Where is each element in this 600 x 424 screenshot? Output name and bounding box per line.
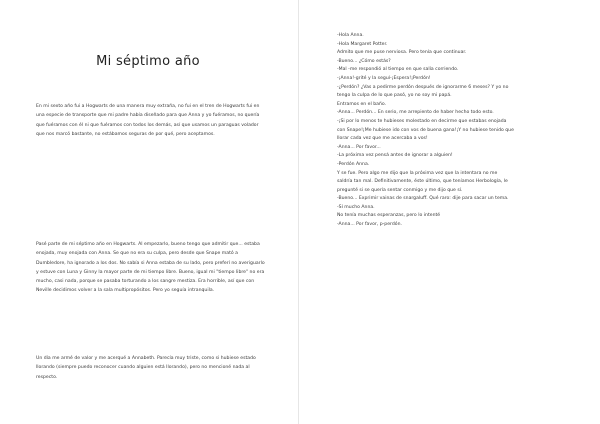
dialogue-line: con Snape!¡Me hubiese ido con vos de buena gana!¡Y no hubiese tenido que xyxy=(337,127,514,133)
dialogue-line: -Bueno... ¿Cómo estás? xyxy=(337,58,391,64)
dialogue-line: Entramos en el baño. xyxy=(337,101,387,107)
dialogue-line: -Hola Margaret Potter. xyxy=(337,41,388,47)
dialogue-line: saldría tan mal. Definitivamente, éste último, que teníamos Herbología, le xyxy=(337,179,508,185)
dialogue-line: tengo la culpa de lo que pasó, yo no soy mi papá. xyxy=(337,93,452,99)
page-divider xyxy=(298,0,299,424)
dialogue-line: -Sí mucho Anna. xyxy=(337,204,375,210)
dialogue-line: -¡Anna!-grité y la seguí-¡Espera!¡Perdón! xyxy=(337,75,431,81)
dialogue-line: Y se fue. Pero algo me dijo que la próxima vez que la intentara no me xyxy=(337,170,498,176)
paragraph-2: Pasé parte de mi séptimo año en Hogwarts. Al empezarlo, bueno tengo que admitir que... estaba enojada, muy enojada con Anna. Se que no era su culpa, pero desde que Snape mató a Dumbledore, ha ignorado a los dos. No sabía si Anna estaba de su lado, pero preferí no averiguarlo y estuve con Luna y Ginny la mayor parte de mi tiempo libre. Bueno, igual mi "tiempo libre" no era mucho, casi nada, porque se pasaba torturando a los sangre mestiza. Era horrible, así que con Neville decidimos volver a la sala multipropósitos. Pero yo seguía intranquila. xyxy=(36,242,265,294)
dialogue-line: -Anna... Perdón... En serio, me arrepiento de haber hecho todo esto. xyxy=(337,110,494,116)
dialogue-block xyxy=(337,32,577,230)
left-page xyxy=(0,0,296,424)
chapter-title: Mi séptimo año xyxy=(96,54,200,69)
dialogue-line: No tenía muchas esperanzas, pero lo intenté xyxy=(337,213,441,219)
dialogue-line: -Bueno... Exprimir vainas de snargaluff. Qué raro: dije para sacar un tema. xyxy=(337,196,509,202)
dialogue-line: -Perdón Anna. xyxy=(337,161,370,167)
dialogue-line: -¡Si por lo menos te hubieses molestado en decirme que estabas enojada xyxy=(337,118,507,124)
dialogue-line: -Hola Anna. xyxy=(337,33,364,38)
dialogue-line: -¿Perdón? ¿Vas a pedirme perdón después de ignorarme 6 meses? Y yo no xyxy=(337,84,509,90)
paragraph-1: En mi sexto año fui a Hogwarts de una manera muy extraña, no fui en el tren de Hogwarts fui en una especie de transporte que mi padre había diseñado para que Anna y yo fuéramos, no quería que fuéramos con él ni que fuéramos con todos los demás, así que usamos un paraguas volador que nos marcó bastante, no estábamos seguras de por qué, pero aceptamos. xyxy=(36,104,260,137)
dialogue-line: -Mal -me respondió al tiempo en que salía corriendo. xyxy=(337,67,459,73)
dialogue-line: Admito que me puse nerviosa. Pero tenía que continuar. xyxy=(337,50,467,56)
dialogue-line: -Anna... Por favor... xyxy=(337,144,381,150)
paragraph-3: Un día me armé de valor y me acerqué a Annabeth. Parecía muy triste, como si hubiese estado llorando (siempre puedo reconocer cuando alguien está llorando), pero no mencioné nada al respecto. xyxy=(36,356,256,380)
dialogue-line: llorar cada vez que me acercaba a vos! xyxy=(337,136,428,142)
dialogue-line: -La próxima vez pensá antes de ignorar a alguien! xyxy=(337,153,453,159)
dialogue-line: pregunté si se quería sentar conmigo y me dijo que sí. xyxy=(337,187,463,193)
dialogue-line: -Anna... Por favor, p-perdón. xyxy=(337,222,402,228)
